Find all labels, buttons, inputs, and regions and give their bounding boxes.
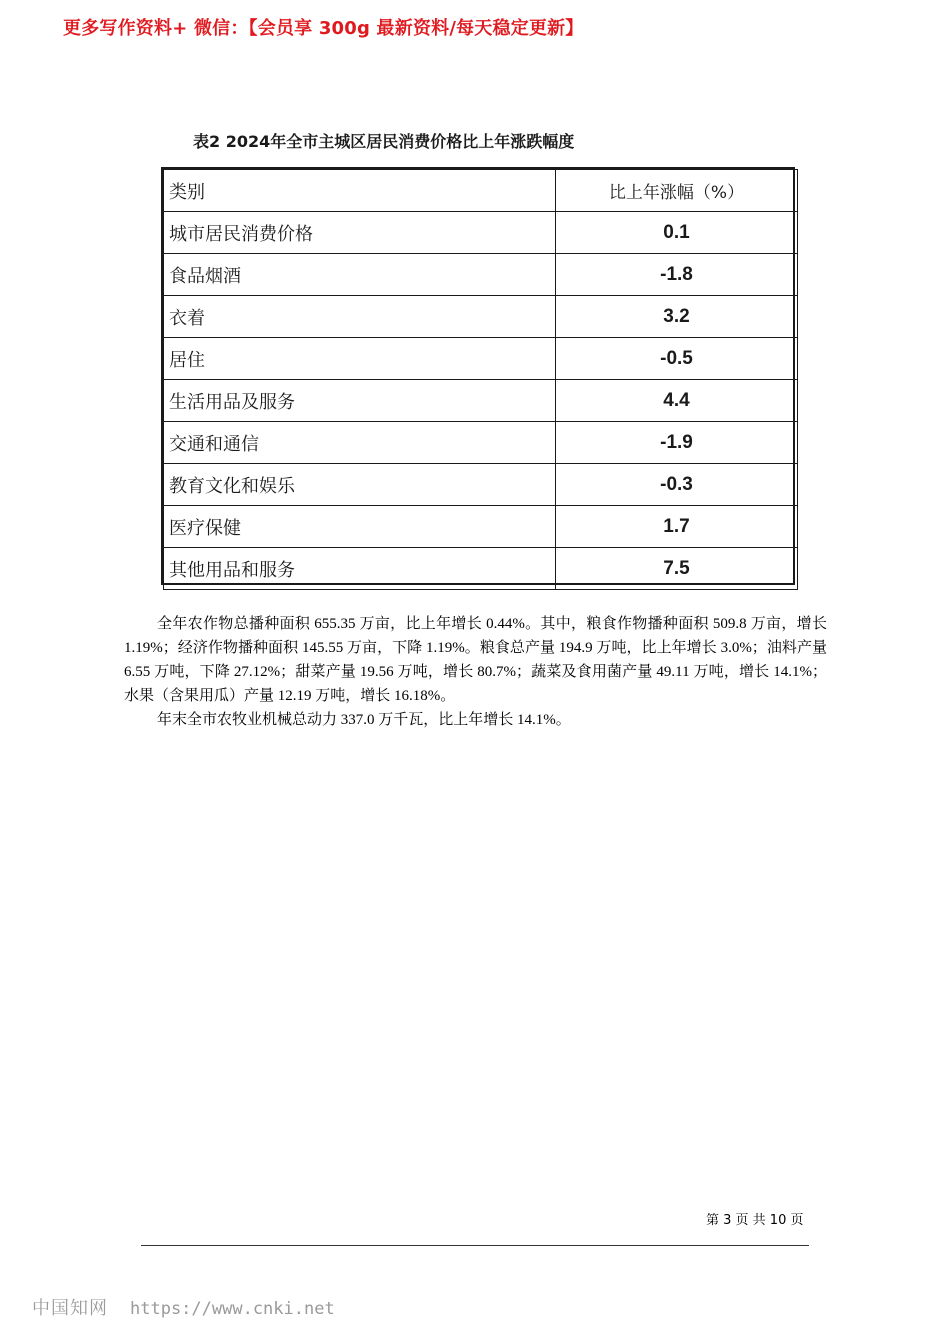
table-row <box>164 380 798 422</box>
row-value: -0.5 <box>556 338 798 380</box>
table-row <box>164 254 798 296</box>
table-caption: 表2 2024年全市主城区居民消费价格比上年涨跌幅度 <box>193 132 575 151</box>
row-value: 1.7 <box>556 506 798 548</box>
row-category: 居住 <box>164 338 556 380</box>
row-value: 3.2 <box>556 296 798 338</box>
table-row <box>164 422 798 464</box>
table-row <box>164 338 798 380</box>
promo-banner: 更多写作资料+ 微信：【会员享 300g 最新资料/每天稳定更新】 <box>63 18 584 39</box>
page-number: 第 3 页 共 10 页 <box>706 1213 804 1228</box>
row-category: 教育文化和娱乐 <box>164 464 556 506</box>
row-value: -0.3 <box>556 464 798 506</box>
row-value: 7.5 <box>556 548 798 590</box>
table-row <box>164 506 798 548</box>
body-paragraph: 年末全市农牧业机械总动力 337.0 万千瓦，比上年增长 14.1%。 <box>157 712 571 728</box>
row-category: 衣着 <box>164 296 556 338</box>
table-row <box>164 212 798 254</box>
row-value: -1.9 <box>556 422 798 464</box>
table-row <box>164 548 798 590</box>
row-category: 其他用品和服务 <box>164 548 556 590</box>
row-value: -1.8 <box>556 254 798 296</box>
header-change: 比上年涨幅（%） <box>556 170 798 212</box>
row-category: 医疗保健 <box>164 506 556 548</box>
row-category: 生活用品及服务 <box>164 380 556 422</box>
cnki-logo: 中国知网 <box>32 1298 108 1319</box>
cnki-watermark <box>32 1294 335 1320</box>
row-value: 4.4 <box>556 380 798 422</box>
footer-divider <box>141 1245 809 1246</box>
price-table-grid <box>163 169 798 590</box>
row-category: 交通和通信 <box>164 422 556 464</box>
table-row <box>164 464 798 506</box>
table-row <box>164 296 798 338</box>
cnki-url: https://www.cnki.net <box>130 1299 335 1319</box>
header-category: 类别 <box>164 170 556 212</box>
body-text <box>124 612 827 732</box>
row-category: 食品烟酒 <box>164 254 556 296</box>
body-paragraph: 全年农作物总播种面积 655.35 万亩，比上年增长 0.44%。其中，粮食作物播种面积 509.8 万亩，增长 1.19%；经济作物播种面积 145.55 万亩，下降 1.19%。粮食总产量 194.9 万吨，比上年增长 3.0%；油料产量 6.55 万吨，下降 27.12%；甜菜产量 19.56 万吨，增长 80.7%；蔬菜及食用菌产量 49.11 万吨，增长 14.1%；水果（含果用瓜）产量 12.19 万吨，增长 16.18%。 <box>124 616 827 704</box>
price-table <box>161 167 795 585</box>
row-value: 0.1 <box>556 212 798 254</box>
table-header-row <box>164 170 798 212</box>
row-category: 城市居民消费价格 <box>164 212 556 254</box>
